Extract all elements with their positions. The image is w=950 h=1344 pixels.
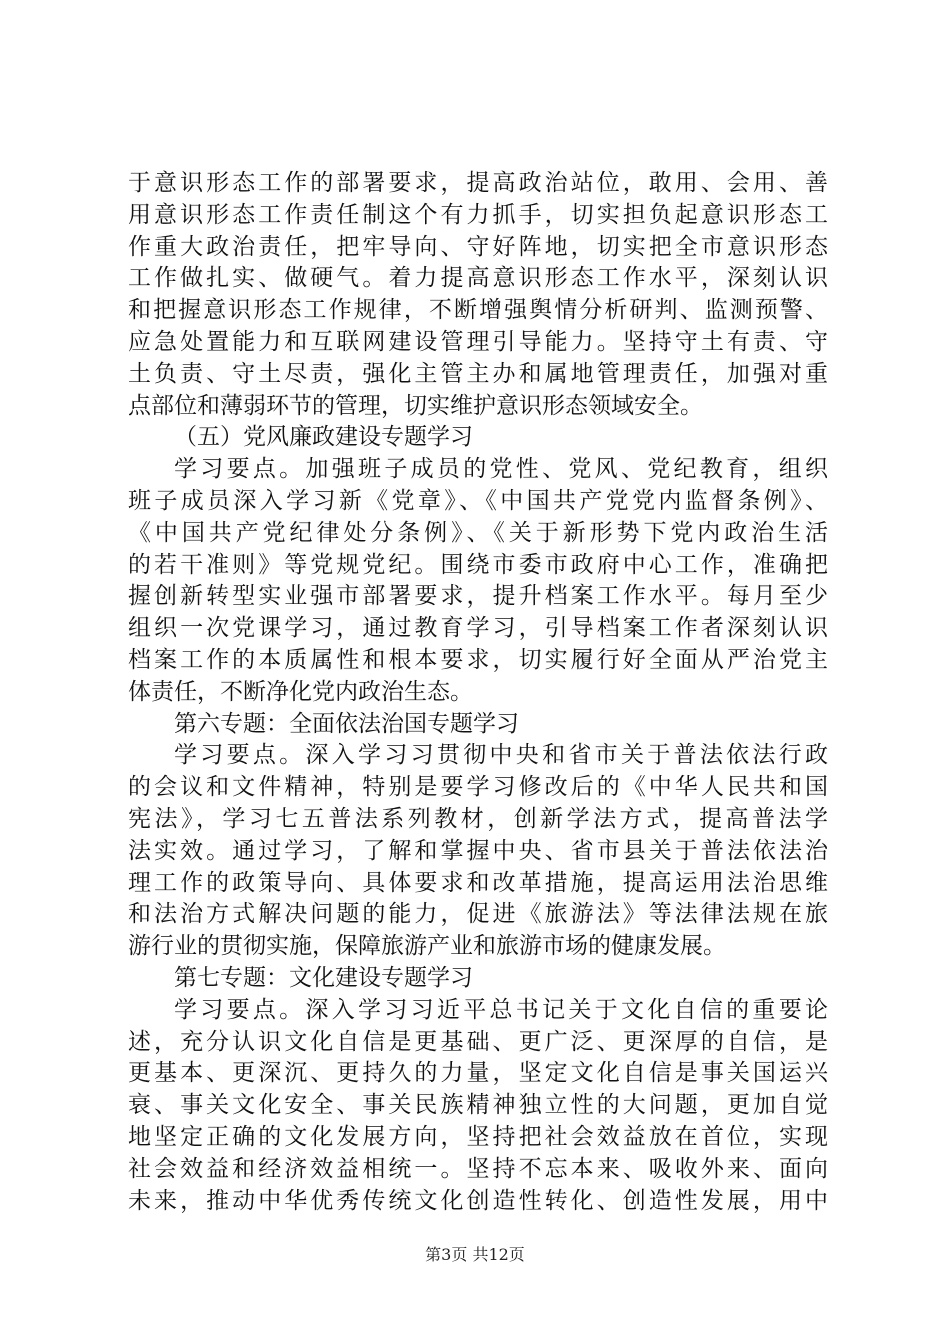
text-line: 宪法》，学习七五普法系列教材，创新学法方式，提高普法学 (128, 805, 828, 832)
text-line: 学习要点。深入学习习近平总书记关于文化自信的重要论 (174, 996, 828, 1023)
text-line: 于意识形态工作的部署要求，提高政治站位，敢用、会用、善 (128, 170, 828, 196)
text-line: 工作做扎实、做硬气。着力提高意识形态工作水平，深刻认识 (128, 265, 828, 292)
text-line: 《中国共产党纪律处分条例》、《关于新形势下党内政治生活 (128, 519, 828, 546)
text-line: 未来，推动中华优秀传统文化创造性转化、创造性发展，用中 (128, 1187, 828, 1214)
text-line: 游行业的贯彻实施，保障旅游产业和旅游市场的健康发展。 (128, 933, 726, 960)
text-line: 组织一次党课学习，通过教育学习，引导档案工作者深刻认识 (128, 615, 828, 642)
text-line: 更基本、更深沉、更持久的力量，坚定文化自信是事关国运兴 (128, 1060, 828, 1087)
text-line: 地坚定正确的文化发展方向，坚持把社会效益放在首位，实现 (128, 1123, 828, 1150)
text-line: 档案工作的本质属性和根本要求，切实履行好全面从严治党主 (128, 646, 828, 673)
section-heading: （五）党风廉政建设专题学习 (174, 424, 473, 451)
text-line: 和法治方式解决问题的能力，促进《旅游法》等法律法规在旅 (128, 901, 828, 928)
text-line: 的会议和文件精神，特别是要学习修改后的《中华人民共和国 (128, 774, 828, 801)
text-line: 和把握意识形态工作规律，不断增强舆情分析研判、监测预警、 (128, 297, 828, 324)
text-line: 学习要点。加强班子成员的党性、党风、党纪教育，组织 (174, 456, 828, 483)
text-line: 作重大政治责任，把牢导向、守好阵地，切实把全市意识形态 (128, 233, 828, 260)
text-line: 述，充分认识文化自信是更基础、更广泛、更深厚的自信，是 (128, 1028, 828, 1055)
text-line: 理工作的政策导向、具体要求和改革措施，提高运用法治思维 (128, 869, 828, 896)
text-line: 学习要点。深入学习习贯彻中央和省市关于普法依法行政 (174, 742, 828, 769)
text-line: 班子成员深入学习新《党章》、《中国共产党党内监督条例》、 (128, 487, 828, 514)
text-line: 用意识形态工作责任制这个有力抓手，切实担负起意识形态工 (128, 201, 828, 228)
section-heading: 第七专题：文化建设专题学习 (174, 964, 473, 991)
text-line: 应急处置能力和互联网建设管理引导能力。坚持守土有责、守 (128, 328, 828, 355)
section-heading: 第六专题：全面依法治国专题学习 (174, 710, 519, 737)
text-line: 社会效益和经济效益相统一。坚持不忘本来、吸收外来、面向 (128, 1155, 828, 1182)
text-line: 点部位和薄弱环节的管理，切实维护意识形态领域安全。 (128, 392, 703, 419)
text-line: 体责任，不断净化党内政治生态。 (128, 678, 473, 705)
text-line: 法实效。通过学习，了解和掌握中央、省市县关于普法依法治 (128, 837, 828, 864)
text-line: 握创新转型实业强市部署要求，提升档案工作水平。每月至少 (128, 583, 828, 610)
text-line: 的若干准则》等党规党纪。围绕市委市政府中心工作，准确把 (128, 551, 828, 578)
text-line: 衰、事关文化安全、事关民族精神独立性的大问题，更加自觉 (128, 1092, 828, 1119)
text-line: 土负责、守土尽责，强化主管主办和属地管理责任，加强对重 (128, 360, 828, 387)
page-number: 第3页 共12页 (425, 1245, 525, 1264)
document-body (128, 168, 828, 1217)
